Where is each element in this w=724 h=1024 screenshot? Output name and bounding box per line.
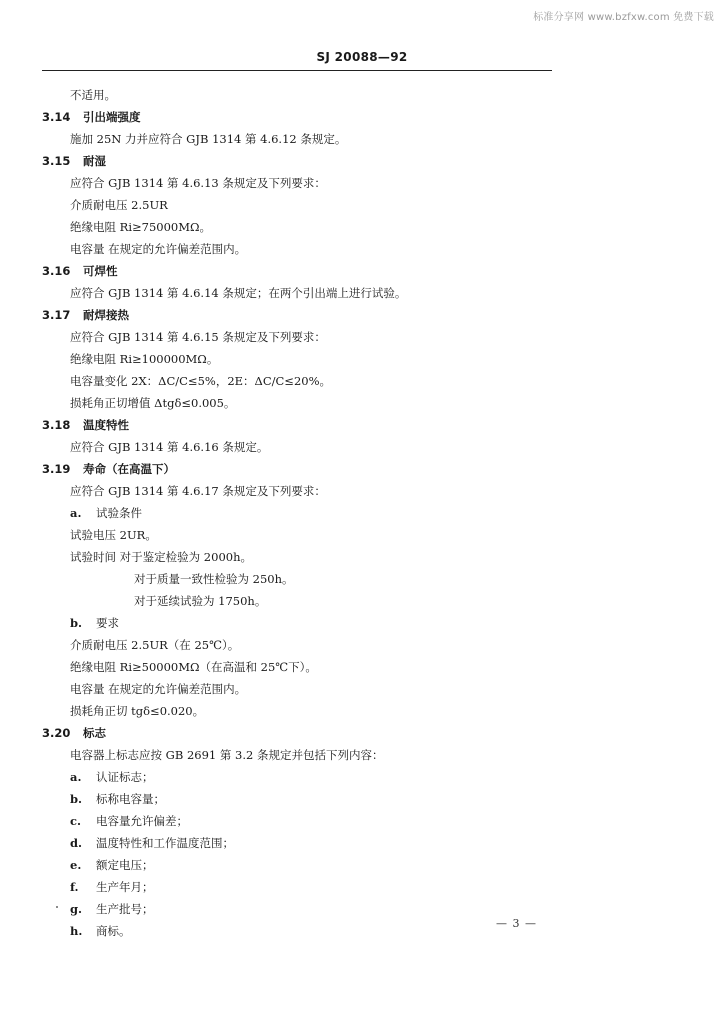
list-text: 温度特性和工作温度范围； <box>96 836 234 850</box>
list-marker: b. <box>70 792 83 806</box>
text: 介质耐电压 2.5UR <box>70 198 168 212</box>
section-heading-3-18 <box>0 414 724 436</box>
text: 试验电压 2UR。 <box>70 528 157 542</box>
section-title: 引出端强度 <box>83 110 141 124</box>
text-line <box>0 524 724 546</box>
text: 损耗角正切 tgδ≤0.020。 <box>70 704 205 718</box>
text-line <box>0 634 724 656</box>
document-body <box>0 84 724 942</box>
section-title: 寿命（在高温下） <box>83 462 175 476</box>
text: 电容器上标志应按 GB 2691 第 3.2 条规定并包括下列内容： <box>70 748 384 762</box>
text: 应符合 GJB 1314 第 4.6.16 条规定。 <box>70 440 269 454</box>
text: 不适用。 <box>70 88 116 102</box>
section-heading-3-20 <box>0 722 724 744</box>
text: 应符合 GJB 1314 第 4.6.14 条规定；在两个引出端上进行试验。 <box>70 286 407 300</box>
text-line <box>0 436 724 458</box>
section-heading-3-19 <box>0 458 724 480</box>
section-heading-3-16 <box>0 260 724 282</box>
text: 损耗角正切增值 Δtgδ≤0.005。 <box>70 396 236 410</box>
list-marker: g. <box>70 902 83 916</box>
list-text: 认证标志； <box>96 770 154 784</box>
text: 介质耐电压 2.5UR（在 25℃）。 <box>70 638 240 652</box>
list-item <box>0 854 724 876</box>
text: 电容量 在规定的允许偏差范围内。 <box>70 682 247 696</box>
text: 电容量 在规定的允许偏差范围内。 <box>70 242 247 256</box>
section-title: 可焊性 <box>83 264 118 278</box>
list-text: 生产年月； <box>96 880 154 894</box>
section-heading-3-15 <box>0 150 724 172</box>
list-text: 生产批号； <box>96 902 154 916</box>
text-line <box>0 656 724 678</box>
text-line <box>0 678 724 700</box>
text: 对于质量一致性检验为 250h。 <box>134 572 294 586</box>
list-item <box>0 876 724 898</box>
text-line <box>0 392 724 414</box>
list-marker: a. <box>70 506 82 520</box>
list-text: 商标。 <box>96 924 131 938</box>
section-number: 3.19 <box>42 462 71 476</box>
list-marker: h. <box>70 924 83 938</box>
section-number: 3.20 <box>42 726 71 740</box>
list-text: 电容量允许偏差； <box>96 814 188 828</box>
header-rule <box>42 70 552 71</box>
section-number: 3.15 <box>42 154 71 168</box>
text-line <box>0 480 724 502</box>
text-line <box>0 326 724 348</box>
text: 电容量变化 2X：ΔC/C≤5%，2E：ΔC/C≤20%。 <box>70 374 332 388</box>
list-text: 要求 <box>96 616 119 630</box>
text: 施加 25N 力并应符合 GJB 1314 第 4.6.12 条规定。 <box>70 132 347 146</box>
list-text: 试验条件 <box>96 506 142 520</box>
text-line <box>0 216 724 238</box>
text-line <box>0 744 724 766</box>
list-item <box>0 788 724 810</box>
text-line <box>0 590 724 612</box>
text: 应符合 GJB 1314 第 4.6.15 条规定及下列要求： <box>70 330 326 344</box>
text-line <box>0 700 724 722</box>
text: 绝缘电阻 Ri≥75000MΩ。 <box>70 220 212 234</box>
text-line <box>0 128 724 150</box>
list-item <box>0 920 724 942</box>
text-line <box>0 546 724 568</box>
watermark: 标准分享网 www.bzfxw.com 免费下载 <box>533 12 714 23</box>
text-line <box>0 568 724 590</box>
list-marker: e. <box>70 858 82 872</box>
text-line <box>0 348 724 370</box>
list-item <box>0 766 724 788</box>
section-number: 3.18 <box>42 418 71 432</box>
standard-number-header: SJ 20088—92 <box>316 50 408 64</box>
list-marker: c. <box>70 814 82 828</box>
text: 绝缘电阻 Ri≥50000MΩ（在高温和 25℃下）。 <box>70 660 317 674</box>
section-title: 耐焊接热 <box>83 308 129 322</box>
list-text: 标称电容量； <box>96 792 165 806</box>
list-item <box>0 832 724 854</box>
text: 试验时间 对于鉴定检验为 2000h。 <box>70 550 252 564</box>
text-line <box>0 84 724 106</box>
text: 对于延续试验为 1750h。 <box>134 594 267 608</box>
text-line <box>0 194 724 216</box>
list-item <box>0 502 724 524</box>
scan-speck <box>56 906 58 908</box>
text-line <box>0 238 724 260</box>
list-marker: d. <box>70 836 83 850</box>
list-text: 额定电压； <box>96 858 154 872</box>
section-title: 标志 <box>83 726 106 740</box>
text: 应符合 GJB 1314 第 4.6.17 条规定及下列要求： <box>70 484 326 498</box>
list-marker: a. <box>70 770 82 784</box>
text-line <box>0 370 724 392</box>
text-line <box>0 282 724 304</box>
text: 应符合 GJB 1314 第 4.6.13 条规定及下列要求： <box>70 176 326 190</box>
section-number: 3.14 <box>42 110 71 124</box>
list-item <box>0 810 724 832</box>
section-heading-3-17 <box>0 304 724 326</box>
section-title: 耐湿 <box>83 154 106 168</box>
text-line <box>0 172 724 194</box>
section-heading-3-14 <box>0 106 724 128</box>
section-number: 3.16 <box>42 264 71 278</box>
list-item <box>0 898 724 920</box>
list-marker: f. <box>70 880 79 894</box>
page-number: — 3 — <box>496 917 537 930</box>
section-number: 3.17 <box>42 308 71 322</box>
text: 绝缘电阻 Ri≥100000MΩ。 <box>70 352 219 366</box>
section-title: 温度特性 <box>83 418 129 432</box>
list-marker: b. <box>70 616 83 630</box>
list-item <box>0 612 724 634</box>
